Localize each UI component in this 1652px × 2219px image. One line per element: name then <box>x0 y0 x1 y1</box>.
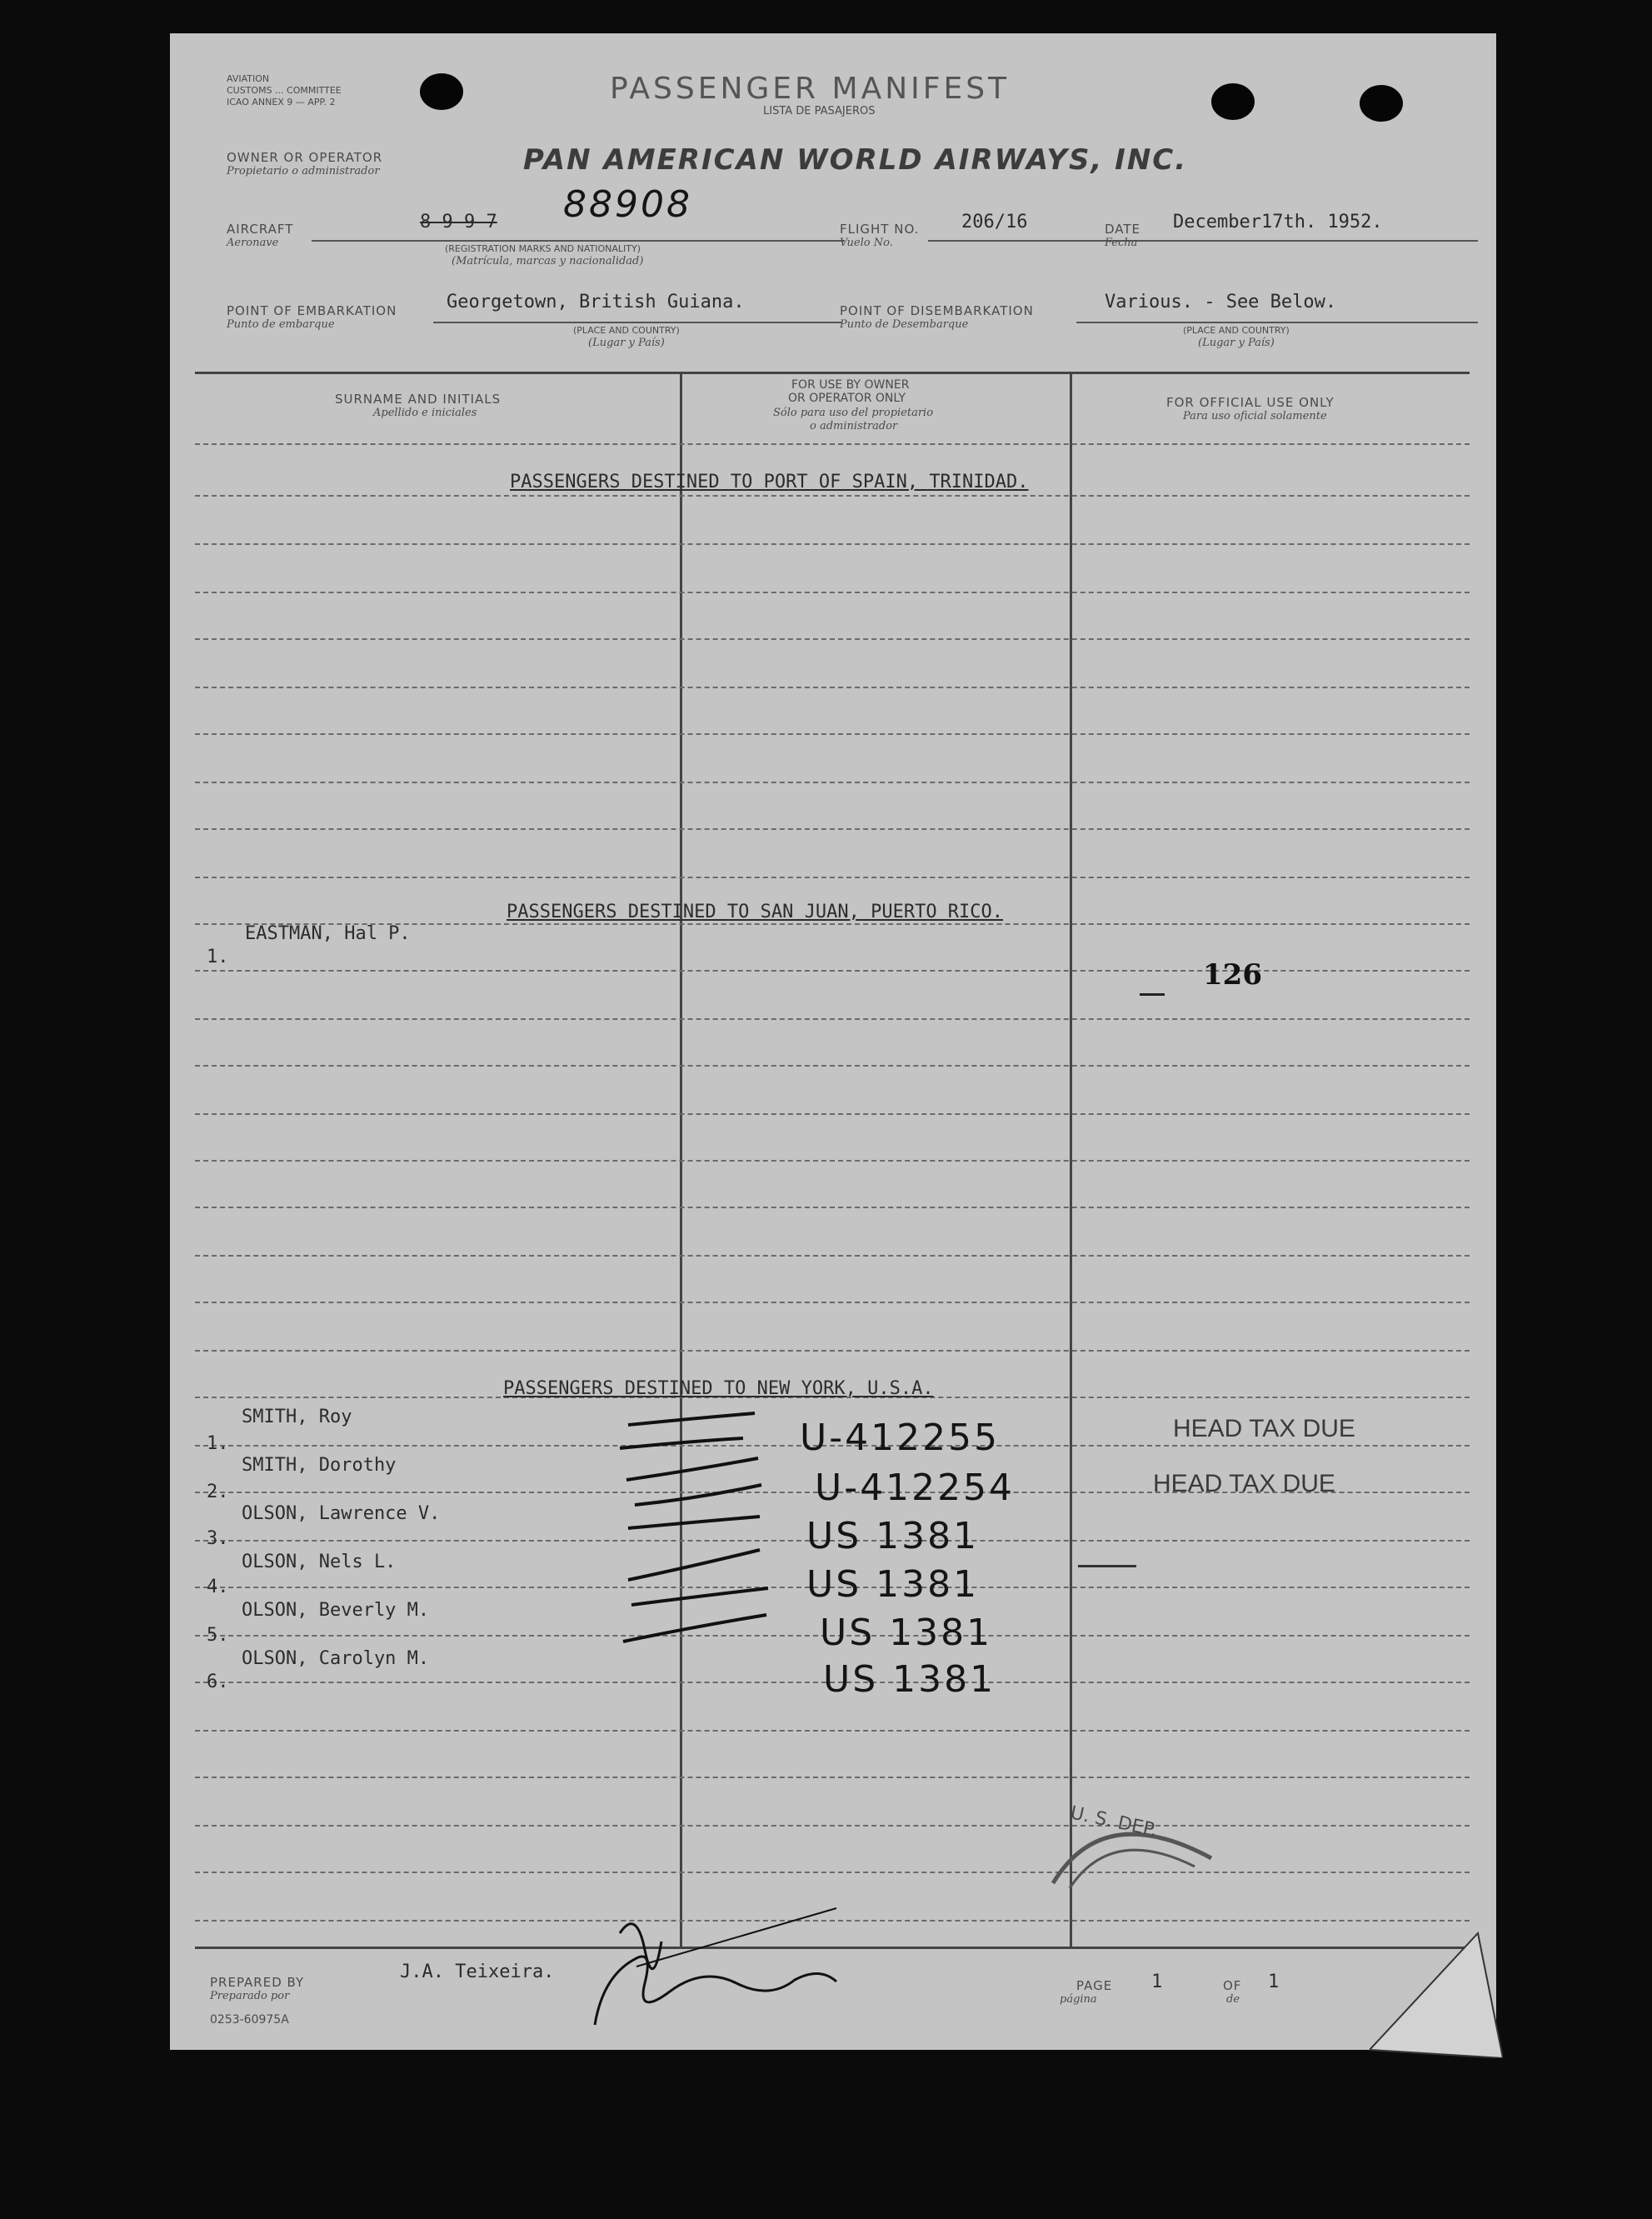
section-heading-trinidad: PASSENGERS DESTINED TO PORT OF SPAIN, TRINIDAD. <box>510 472 1029 492</box>
row-rule <box>195 970 1470 972</box>
official-value: 126 <box>1203 958 1262 992</box>
passenger-document: U-412255 <box>800 1417 1001 1459</box>
aircraft-sublabel-es: (Matrícula, marcas y nacionalidad) <box>452 255 644 267</box>
column-header-operator-es1: Sólo para uso del propietario <box>773 407 934 419</box>
aircraft-label: AIRCRAFT <box>227 222 294 237</box>
passenger-document: U-412254 <box>815 1467 1016 1509</box>
passenger-number: 4. <box>207 1577 229 1597</box>
row-rule <box>195 782 1470 783</box>
embarkation-label: POINT OF EMBARKATION <box>227 303 397 318</box>
punch-hole-center <box>1211 83 1255 120</box>
column-header-operator-l1: FOR USE BY OWNER <box>791 378 910 392</box>
section-heading-san-juan: PASSENGERS DESTINED TO SAN JUAN, PUERTO RICO. <box>507 902 1004 922</box>
punch-hole-right <box>1360 85 1403 122</box>
passenger-name: OLSON, Carolyn M. <box>242 1648 430 1669</box>
passenger-document: US 1381 <box>806 1563 980 1606</box>
flight-label: FLIGHT NO. <box>840 222 920 237</box>
embarkation-label-es: Punto de embarque <box>227 318 335 331</box>
row-rule <box>195 877 1470 878</box>
aircraft-struck-value: 8-9-9-7 <box>420 212 497 232</box>
stamp-text: U. S. DEP. <box>1068 1802 1160 1842</box>
handwritten-check-marks <box>603 1400 803 1725</box>
passenger-document: US 1381 <box>823 1658 996 1701</box>
date-label: DATE <box>1105 222 1141 237</box>
embarkation-sublabel-es: (Lugar y País) <box>588 337 665 349</box>
form-note-3: ICAO ANNEX 9 — APP. 2 <box>227 97 336 107</box>
passenger-number: 1. <box>207 1433 229 1454</box>
row-rule <box>195 495 1470 497</box>
folded-corner <box>1370 1900 1503 2058</box>
official-value: HEAD TAX DUE <box>1153 1470 1335 1497</box>
passenger-name: OLSON, Lawrence V. <box>242 1503 441 1524</box>
owner-value: PAN AMERICAN WORLD AIRWAYS, INC. <box>523 143 1188 177</box>
flight-value: 206/16 <box>961 212 1028 232</box>
section-heading-new-york: PASSENGERS DESTINED TO NEW YORK, U.S.A. <box>503 1378 934 1399</box>
official-dash <box>1078 1565 1136 1567</box>
disembarkation-label-es: Punto de Desembarque <box>840 318 969 331</box>
prepared-by-value: J.A. Teixeira. <box>400 1962 555 1982</box>
handwritten-signature <box>586 1900 903 2033</box>
row-rule <box>195 1872 1470 1873</box>
table-top-rule <box>195 372 1470 374</box>
column-header-official-es: Para uso oficial solamente <box>1183 410 1327 422</box>
passenger-number: 6. <box>207 1672 229 1692</box>
embarkation-value: Georgetown, British Guiana. <box>447 292 745 312</box>
date-value: December17th. 1952. <box>1173 212 1383 232</box>
passenger-number: 1. <box>207 947 229 967</box>
row-rule <box>195 1730 1470 1732</box>
passenger-name: OLSON, Nels L. <box>242 1552 397 1572</box>
disembarkation-underline <box>1076 322 1478 323</box>
column-divider-2 <box>1070 372 1072 1947</box>
aircraft-value: 88908 <box>563 183 692 226</box>
disembarkation-sublabel: (PLACE AND COUNTRY) <box>1183 325 1290 336</box>
row-rule <box>195 1018 1470 1020</box>
column-header-official: FOR OFFICIAL USE ONLY <box>1166 395 1335 410</box>
passenger-name: SMITH, Roy <box>242 1407 352 1427</box>
page-total: 1 <box>1268 1972 1280 1992</box>
aircraft-label-es: Aeronave <box>227 237 279 249</box>
page-title: PASSENGER MANIFEST <box>610 72 1011 106</box>
disembarkation-sublabel-es: (Lugar y País) <box>1198 337 1275 349</box>
passenger-document: US 1381 <box>820 1612 993 1654</box>
flight-label-es: Vuelo No. <box>840 237 893 249</box>
row-rule <box>195 1207 1470 1208</box>
row-rule <box>195 592 1470 593</box>
row-rule <box>195 1777 1470 1778</box>
passenger-name: SMITH, Dorothy <box>242 1455 397 1476</box>
owner-label-es: Propietario o administrador <box>227 165 380 177</box>
row-rule <box>195 1160 1470 1162</box>
row-rule <box>195 638 1470 640</box>
embarkation-underline <box>433 322 841 323</box>
column-header-operator-l2: OR OPERATOR ONLY <box>788 392 906 405</box>
aircraft-underline <box>312 240 845 242</box>
passenger-number: 2. <box>207 1482 229 1502</box>
row-rule <box>195 1350 1470 1352</box>
official-dash <box>1140 993 1165 996</box>
embarkation-sublabel: (PLACE AND COUNTRY) <box>573 325 680 336</box>
row-rule <box>195 1302 1470 1303</box>
of-label-es: de <box>1226 1993 1240 2006</box>
form-note-1: AVIATION <box>227 73 270 84</box>
of-label: OF <box>1223 1978 1242 1993</box>
passenger-document: US 1381 <box>806 1515 980 1557</box>
page-label-es: página <box>1060 1993 1097 2006</box>
punch-hole-left <box>420 73 463 110</box>
manifest-paper <box>170 33 1496 2050</box>
row-rule <box>195 733 1470 735</box>
form-number: 0253-60975A <box>210 2013 289 2027</box>
row-rule <box>195 1825 1470 1827</box>
owner-label: OWNER OR OPERATOR <box>227 150 383 165</box>
row-rule <box>195 543 1470 545</box>
form-note-2: CUSTOMS ... COMMITTEE <box>227 85 342 96</box>
column-header-name-es: Apellido e iniciales <box>373 407 477 419</box>
row-rule <box>195 1113 1470 1115</box>
page-number: 1 <box>1151 1972 1163 1992</box>
column-header-name: SURNAME AND INITIALS <box>335 392 502 407</box>
row-rule <box>195 443 1470 445</box>
disembarkation-label: POINT OF DISEMBARKATION <box>840 303 1034 318</box>
row-rule <box>195 1065 1470 1067</box>
official-value: HEAD TAX DUE <box>1173 1415 1355 1442</box>
row-rule <box>195 828 1470 830</box>
row-rule <box>195 1255 1470 1257</box>
page-label: PAGE <box>1076 1978 1113 1993</box>
page-subtitle: LISTA DE PASAJEROS <box>763 105 876 117</box>
prepared-by-label: PREPARED BY <box>210 1975 305 1990</box>
passenger-number: 5. <box>207 1625 229 1646</box>
date-underline <box>1153 240 1478 242</box>
passenger-name: OLSON, Beverly M. <box>242 1600 430 1621</box>
passenger-number: 3. <box>207 1528 229 1549</box>
passenger-name: EASTMAN, Hal P. <box>245 923 411 944</box>
row-rule <box>195 687 1470 688</box>
disembarkation-value: Various. - See Below. <box>1105 292 1337 312</box>
date-label-es: Fecha <box>1105 237 1138 249</box>
prepared-by-label-es: Preparado por <box>210 1990 290 2002</box>
aircraft-sublabel: (REGISTRATION MARKS AND NATIONALITY) <box>445 243 641 254</box>
column-header-operator-es2: o administrador <box>810 420 898 432</box>
